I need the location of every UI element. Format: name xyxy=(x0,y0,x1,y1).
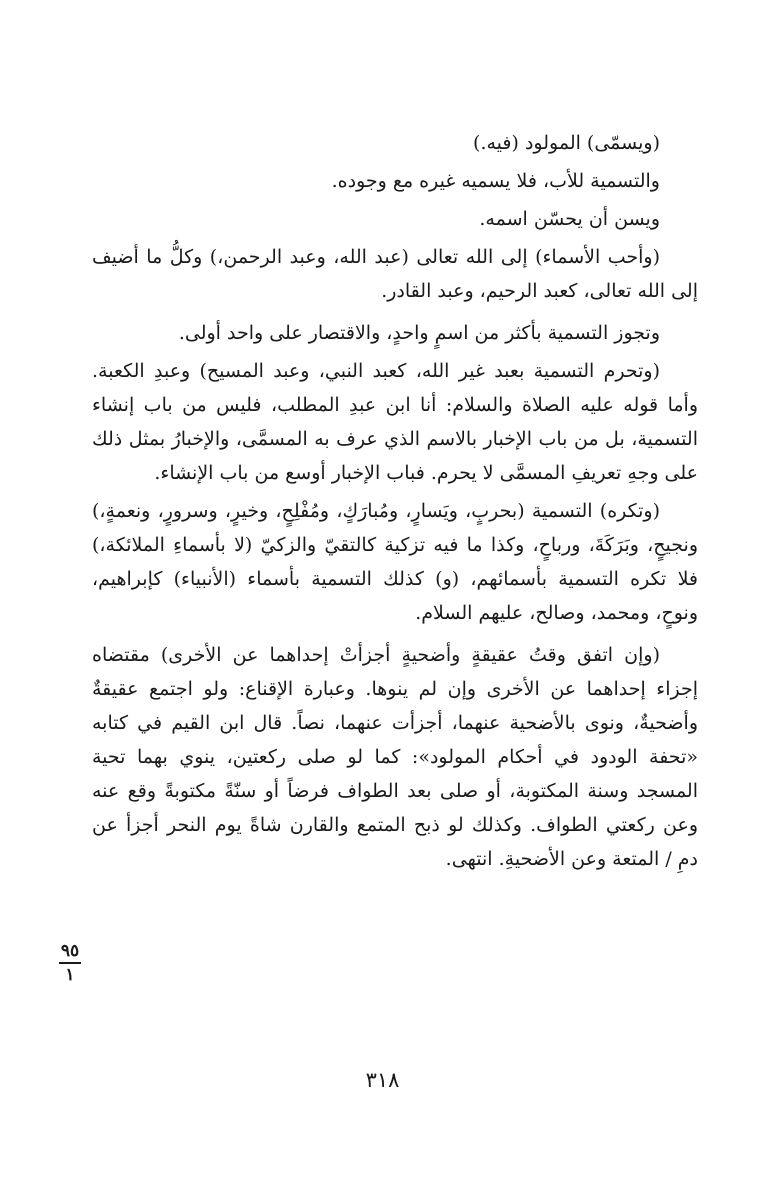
margin-ref-bottom: ١ xyxy=(65,964,75,985)
paragraph-good-name: ويسن أن يحسّن اسمه. xyxy=(479,208,660,230)
paragraph-multiple-names: وتجوز التسمية بأكثر من اسمٍ واحدٍ، والاقتصار على واحد أولى. xyxy=(178,322,660,344)
page-number: ٣١٨ xyxy=(365,1068,400,1092)
page-body xyxy=(92,126,698,880)
margin-ref-divider xyxy=(59,962,81,964)
margin-ref-top: ٩٥ xyxy=(60,941,80,961)
paragraph-naming-newborn: (ويسمّى) المولود (فيه.) xyxy=(473,132,660,154)
paragraph-aqiqah-udhiyah: (وإن اتفق وقتُ عقيقةٍ وأضحيةٍ أجزأتْ إحداهما عن الأخرى) مقتضاه إجزاء إحداهما عن الأخرى وإن لم ينوها. وعبارة الإقناع: ولو اجتمع عقيقةٌ وأضحيةٌ، ونوى بالأضحية عنهما، أجزأت عنهما، نصاً. قال ابن القيم في كتابه «تحفة الودود في أحكام المولود»: كما لو صلى ركعتين، ينوي بهما تحية المسجد وسنة المكتوبة، أو صلى بعد الطواف فرضاً أو سنّةً مكتوبةً وقع عنه وعن ركعتي الطواف. وكذلك لو ذبح المتمع والقارن شاةً يوم النحر أجزأ عن دمِ / المتعة وعن الأضحيةِ. انتهى. xyxy=(92,644,698,870)
paragraph-forbidden-names: (وتحرم التسمية بعبد غير الله، كعبد النبي، وعبد المسيح) وعبدِ الكعبة. وأما قوله عليه الصلاة والسلام: أنا ابن عبدِ المطلب، فليس من باب إنشاء التسمية، بل من باب الإخبار بالاسم الذي عرف به المسمَّى، والإخبارُ بمثل ذلك على وجهِ تعريفِ المسمَّى لا يحرم. فباب الإخبار أوسع من باب الإنشاء. xyxy=(92,360,698,484)
paragraph-disliked-names: (وتكره) التسمية (بحربٍ، ويَسارٍ، ومُبارَكٍ، ومُفْلِحٍ، وخيرٍ، وسرورٍ، ونعمةٍ،) ونجيحٍ، وبَرَكَةَ، ورباحٍ، وكذا ما فيه تزكية كالتقيّ والزكيّ (لا بأسماءِ الملائكة،) فلا تكره التسمية بأسمائهم، (و) كذلك التسمية بأسماء (الأنبياء) كإبراهيم، ونوحٍ، ومحمد، وصالح، عليهم السلام. xyxy=(92,500,698,624)
paragraph-father-names: والتسمية للأب، فلا يسميه غيره مع وجوده. xyxy=(331,170,660,192)
margin-manuscript-ref xyxy=(55,942,85,984)
paragraph-beloved-names: (وأحب الأسماء) إلى الله تعالى (عبد الله، وعبد الرحمن،) وكلُّ ما أضيف إلى الله تعالى، كعبد الرحيم، وعبد القادر. xyxy=(92,246,698,302)
